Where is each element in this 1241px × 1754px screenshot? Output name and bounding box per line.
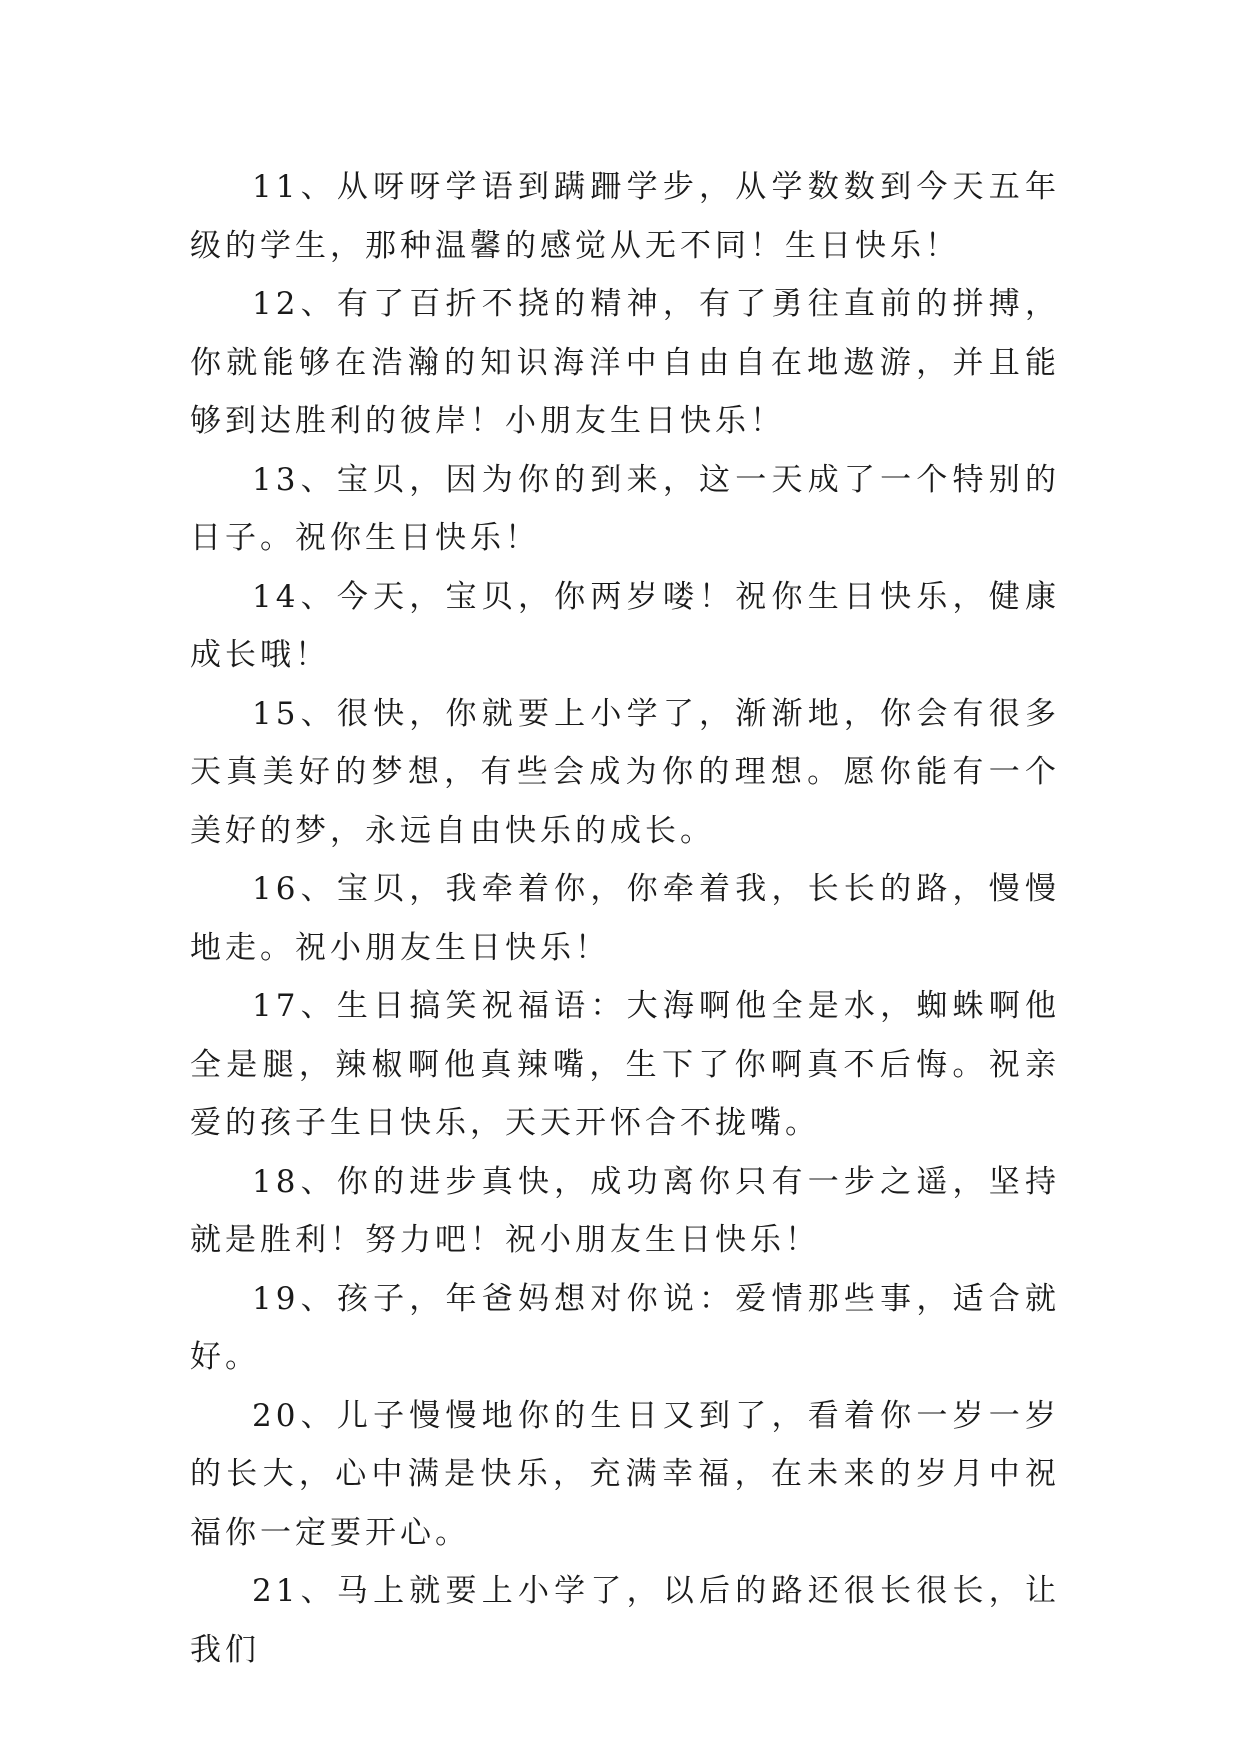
paragraph-12: 12、有了百折不挠的精神，有了勇往直前的拼搏，你就能够在浩瀚的知识海洋中自由自在地遨游，并且能够到达胜利的彼岸！小朋友生日快乐！ (190, 286, 1060, 439)
paragraph-17: 17、生日搞笑祝福语：大海啊他全是水，蜘蛛啊他全是腿，辣椒啊他真辣嘴，生下了你啊真不后悔。祝亲爱的孩子生日快乐，天天开怀合不拢嘴。 (190, 988, 1060, 1141)
paragraph-16: 16、宝贝，我牵着你，你牵着我，长长的路，慢慢地走。祝小朋友生日快乐！ (190, 871, 1060, 966)
paragraph-19: 19、孩子，年爸妈想对你说：爱情那些事，适合就好。 (190, 1280, 1060, 1375)
paragraph-15: 15、很快，你就要上小学了，渐渐地，你会有很多天真美好的梦想，有些会成为你的理想。愿你能有一个美好的梦，永远自由快乐的成长。 (190, 695, 1060, 849)
paragraph-14: 14、今天，宝贝，你两岁喽！祝你生日快乐，健康成长哦！ (190, 578, 1060, 673)
paragraph-21: 21、马上就要上小学了，以后的路还很长很长，让我们 (190, 1573, 1060, 1668)
paragraph-18: 18、你的进步真快，成功离你只有一步之遥，坚持就是胜利！努力吧！祝小朋友生日快乐！ (190, 1163, 1060, 1258)
paragraph-13: 13、宝贝，因为你的到来，这一天成了一个特别的日子。祝你生日快乐！ (190, 461, 1060, 556)
document-body (190, 158, 1060, 1679)
paragraph-20: 20、儿子慢慢地你的生日又到了，看着你一岁一岁的长大，心中满是快乐，充满幸福，在未来的岁月中祝福你一定要开心。 (190, 1397, 1060, 1551)
paragraph-11: 11、从呀呀学语到蹒跚学步，从学数数到今天五年级的学生，那种温馨的感觉从无不同！生日快乐！ (190, 169, 1060, 264)
